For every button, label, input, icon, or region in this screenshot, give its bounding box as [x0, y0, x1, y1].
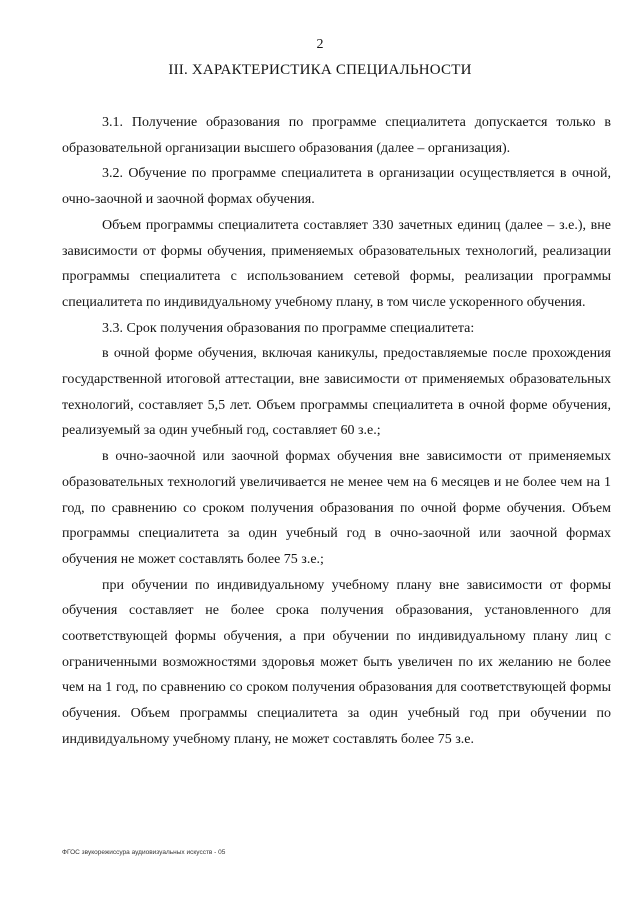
paragraph-individual-plan: при обучении по индивидуальному учебному плану вне зависимости от формы обучения составляет не более срока получения образования, установленного для соответствующей формы обучения, а при обучении по индивидуальному плану лиц с ограниченными возможностями здоровья может быть увеличен по их желанию не более чем на 1 год, по сравнению со сроком получения образования для соответствующей формы обучения. Объем программы специалитета за один учебный год при обучении по индивидуальному учебному плану, не может составлять более 75 з.е.: [62, 577, 611, 747]
paragraph-full-time: в очной форме обучения, включая каникулы, предоставляемые после прохождения государственной итоговой аттестации, вне зависимости от применяемых образовательных технологий, составляет 5,5 лет. Объем программы специалитета в очной форме обучения, реализуемый за один учебный год, составляет 60 з.е.;: [62, 346, 611, 439]
section-body: [62, 110, 611, 753]
paragraph-3-3: 3.3. Срок получения образования по программе специалитета:: [102, 320, 475, 336]
paragraph-3-2: 3.2. Обучение по программе специалитета в организации осуществляется в очной, очно-заочной и заочной формах обучения.: [62, 166, 611, 208]
paragraph-3-1: 3.1. Получение образования по программе специалитета допускается только в образовательной организации высшего образования (далее – организация).: [62, 115, 611, 156]
section-title: III. ХАРАКТЕРИСТИКА СПЕЦИАЛЬНОСТИ: [168, 62, 472, 78]
document-footer: ФГОС звукорежиссура аудиовизуальных искусств - 05: [62, 849, 226, 856]
page-number: 2: [316, 37, 324, 52]
paragraph-volume: Объем программы специалитета составляет 330 зачетных единиц (далее – з.е.), вне зависимости от формы обучения, применяемых образовательных технологий, реализации программы специалитета с использованием сетевой формы, реализации программы специалитета по индивидуальному учебному плану, в том числе ускоренного обучения.: [62, 217, 611, 310]
paragraph-part-time: в очно-заочной или заочной формах обучения вне зависимости от применяемых образовательных технологий увеличивается не менее чем на 6 месяцев и не более чем на 1 год, по сравнению со сроком получения образования по очной форме обучения. Объем программы специалитета за один учебный год в очно-заочной или заочной формах обучения не может составлять более 75 з.е.;: [62, 449, 611, 567]
